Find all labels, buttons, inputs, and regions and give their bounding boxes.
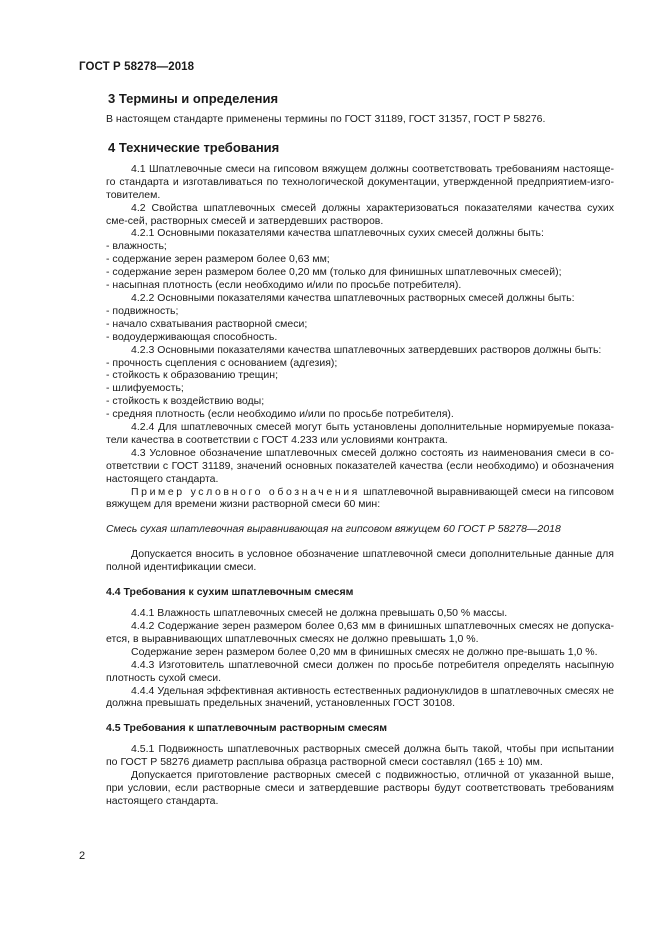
list-item: - стойкость к образованию трещин; <box>106 369 278 382</box>
para-4-4-3: 4.4.3 Изготовитель шпатлевочной смеси должен по просьбе потребителя определять насыпную плотность сухой смеси. <box>106 658 614 684</box>
para-4-1: 4.1 Шпатлевочные смеси на гипсовом вяжущем должны соответствовать требованиям настояще-го стандарта и изготавливаться по технологической документации, утвержденной предприятием-изго-товителем. <box>106 162 614 201</box>
list-item: - начало схватывания растворной смеси; <box>106 317 308 330</box>
example-label: Пример условного обозначения <box>131 485 360 498</box>
list-item: - содержание зерен размером более 0,63 мм; <box>106 253 330 266</box>
list-item: - подвижность; <box>106 304 179 317</box>
section-4-title: 4 Технические требования <box>108 139 280 155</box>
para-4-5-1b: Допускается приготовление растворных смесей с подвижностью, отличной от указанной выше, при условии, если растворные смеси и затвердевшие растворы будут соответствовать требованиям настоящего стандарта. <box>106 769 614 807</box>
list-item: - средняя плотность (если необходимо и/или по просьбе потребителя). <box>106 408 454 421</box>
list-item: - прочность сцепления с основанием (адгезия); <box>106 356 338 369</box>
para-4-2: 4.2 Свойства шпатлевочных смесей должны характеризоваться показателями качества сухих сме-сей, растворных смесей и затвердевших растворов. <box>106 201 614 227</box>
para-4-5-1: 4.5.1 Подвижность шпатлевочных растворных смесей должна быть такой, чтобы при испытании по ГОСТ Р 58276 диаметр расплыва образца растворной смеси составлял (165 ± 10) мм. <box>106 743 614 769</box>
example-designation: Смесь сухая шпатлевочная выравнивающая на гипсовом вяжущем 60 ГОСТ Р 58278—2018 <box>106 523 561 536</box>
list-item: - водоудерживающая способность. <box>106 330 278 343</box>
para-4-2-2: 4.2.2 Основными показателями качества шпатлевочных растворных смесей должны быть: <box>131 291 575 304</box>
para-4-4-2: 4.4.2 Содержание зерен размером более 0,63 мм в финишных шпатлевочных смесях не допуска-ется, в выравнивающих шпатлевочных смесях не должно превышать 1,0 %. <box>106 620 614 645</box>
list-item: - шлифуемость; <box>106 382 184 395</box>
page-content <box>106 91 614 808</box>
para-designation-note: Допускается вносить в условное обозначение шпатлевочной смеси дополнительные данные для полной идентификации смеси. <box>106 548 614 574</box>
para-4-2-1: 4.2.1 Основными показателями качества шпатлевочных сухих смесей должны быть: <box>131 227 544 240</box>
list-item: - влажность; <box>106 240 167 253</box>
para-4-2-3: 4.2.3 Основными показателями качества шпатлевочных затвердевших растворов должны быть: <box>131 343 602 356</box>
list-item: - стойкость к воздействию воды; <box>106 395 265 408</box>
para-4-4-1: 4.4.1 Влажность шпатлевочных смесей не должна превышать 0,50 % массы. <box>131 607 508 620</box>
example-paragraph <box>106 486 614 512</box>
para-4-3: 4.3 Условное обозначение шпатлевочных смесей должно состоять из наименования смеси в со-ответствии с ГОСТ 31189, значений основных показателей качества (если необходимо) и обозначения настоящего стандарта. <box>106 446 614 485</box>
section-4-5-title: 4.5 Требования к шпатлевочным растворным смесям <box>106 722 387 735</box>
para-4-4-2b: Содержание зерен размером более 0,20 мм в финишных смесях не должно пре-вышать 1,0 %. <box>131 645 598 658</box>
list-item: - насыпная плотность (если необходимо и/или по просьбе потребителя). <box>106 279 462 292</box>
standard-header: ГОСТ Р 58278—2018 <box>79 61 195 73</box>
example-text: шпатлевочной выравнивающей смеси на гипсовом вяжущем для времени жизни растворной смеси 60 мин: <box>106 485 614 511</box>
section-4-4-title: 4.4 Требования к сухим шпатлевочным смесям <box>106 586 354 599</box>
list-item: - содержание зерен размером более 0,20 мм (только для финишных шпатлевочных смесей); <box>106 266 562 279</box>
para-4-4-4: 4.4.4 Удельная эффективная активность естественных радионуклидов в шпатлевочных смесях не должна превышать предельных значений, установленных ГОСТ 30108. <box>106 684 614 710</box>
para-4-2-4: 4.2.4 Для шпатлевочных смесей могут быть установлены дополнительные нормируемые показа-тели качества в соответствии с ГОСТ 4.233 или условиями контракта. <box>106 421 614 446</box>
section-3-title: 3 Термины и определения <box>108 91 279 106</box>
section-3-text: В настоящем стандарте применены термины по ГОСТ 31189, ГОСТ 31357, ГОСТ Р 58276. <box>106 113 546 125</box>
page-number: 2 <box>79 850 86 862</box>
